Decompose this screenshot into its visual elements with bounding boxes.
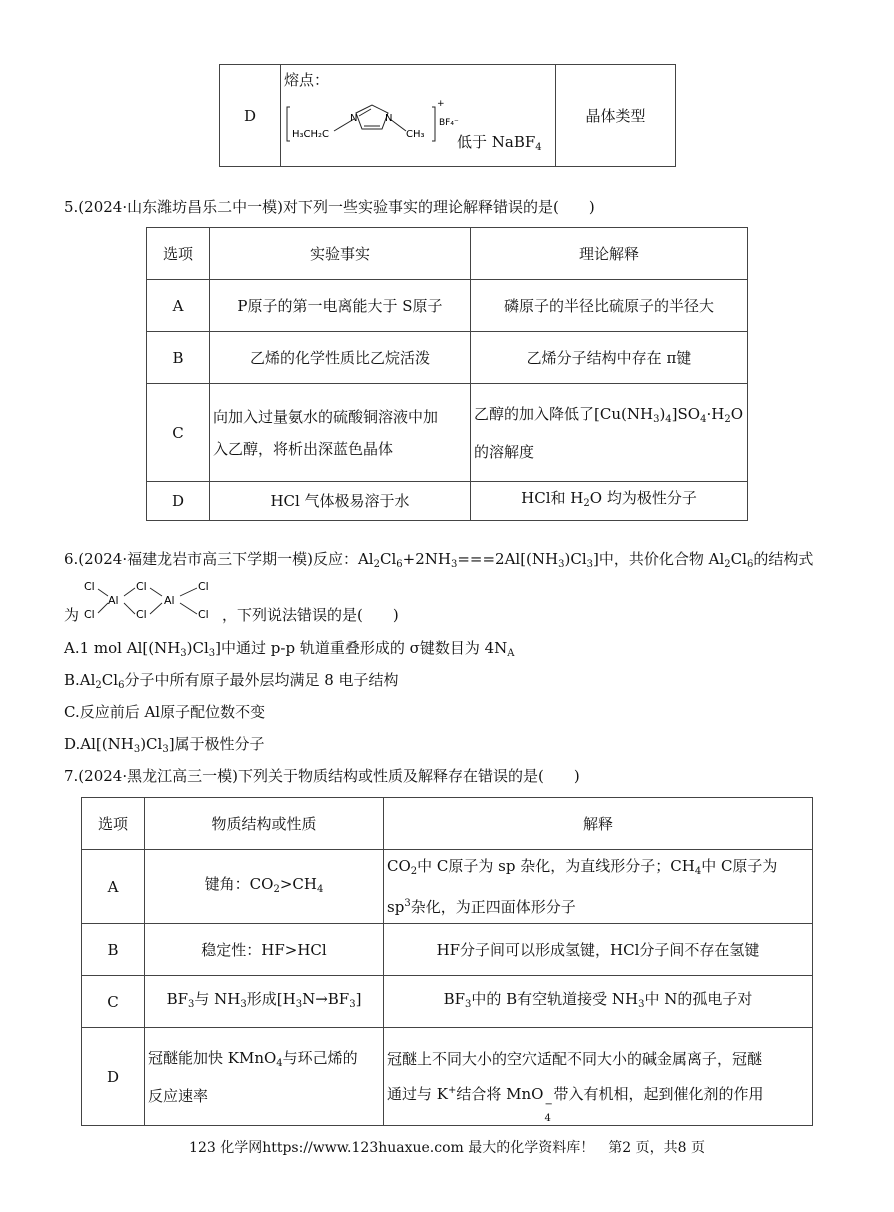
q5-row-a-option: A: [147, 280, 210, 332]
q5-row-a-reason: 磷原子的半径比硫原子的半径大: [471, 280, 748, 332]
q5-row-c-fact: 向加入过量氨水的硫酸铜溶液中加 入乙醇，将析出深蓝色晶体: [210, 384, 471, 482]
q6-option-d: $D.Al[(NH_3)Cl_3]$属于极性分子: [64, 735, 265, 755]
cl-label-1: Cl: [84, 580, 95, 593]
q6-line2-prefix: 为: [64, 606, 80, 624]
q6-option-c: C.反应前后 Al原子配位数不变: [64, 703, 266, 721]
q7-header-explanation: 解释: [384, 798, 813, 850]
nitrogen-2-label: N: [385, 113, 393, 124]
q5-stem: 5.(2024·山东潍坊昌乐二中一模)对下列一些实验事实的理论解释错误的是( ): [64, 198, 595, 216]
cl-label-5: Cl: [198, 580, 209, 593]
cl-label-3: Cl: [136, 580, 147, 593]
q5-row-b-reason: 乙烯分子结构中存在 π键: [471, 332, 748, 384]
table-row: [147, 332, 748, 384]
q6-option-a: A.1 mol $Al[(NH_3)Cl_3]$中通过 p-p 轨道重叠形成的 σ键数目为 $4N_A$: [64, 639, 515, 659]
table-row: [147, 384, 748, 482]
table-row: [82, 1028, 813, 1126]
al-label-1: Al: [108, 594, 119, 607]
table-row: [82, 850, 813, 924]
q5-row-d-reason: HCl和 $H_2O$ 均为极性分子: [471, 482, 748, 521]
q4-content-cell: [281, 65, 556, 167]
q7-row-d-explanation: 冠醚上不同大小的空穴适配不同大小的碱金属离子，冠醚 通过与 K+结合将 MnO − 4 带入有机相，起到催化剂的作用: [384, 1028, 813, 1126]
q4-option-d: D: [220, 65, 281, 167]
q5-row-c-reason: 乙醇的加入降低了$[Cu(NH_3)_4]SO_4\cdot H_2O$ 的溶解度: [471, 384, 748, 482]
q6-stem: 6.(2024·福建龙岩市高三下学期一模)反应：$Al_2Cl_6+2NH_3===2Al[(NH_3)Cl_3]$中，共价化合物 $Al_2Cl_6$的结构式: [64, 550, 814, 570]
table-row: [82, 924, 813, 976]
cl-label-4: Cl: [136, 608, 147, 621]
q7-header-property: 物质结构或性质: [145, 798, 384, 850]
q7-row-b-property: 稳定性：HF>HCl: [145, 924, 384, 976]
q5-row-c-option: C: [147, 384, 210, 482]
q5-row-a-fact: P原子的第一电离能大于 S原子: [210, 280, 471, 332]
q7-row-d-option: D: [82, 1028, 145, 1126]
q5-row-d-fact: HCl 气体极易溶于水: [210, 482, 471, 521]
q7-stem: 7.(2024·黑龙江高三一模)下列关于物质结构或性质及解释存在错误的是( ): [64, 767, 580, 785]
q7-row-c-explanation: $BF_3$中的 B有空轨道接受 $NH_3$中 N的孤电子对: [384, 976, 813, 1028]
q4-table: [219, 64, 676, 167]
q5-header-option: 选项: [147, 228, 210, 280]
al-label-2: Al: [164, 594, 175, 607]
q7-row-c-property: $BF_3$与 $NH_3$形成$[H_3N\to BF_3]$: [145, 976, 384, 1028]
ethyl-label: H₃CH₂C: [292, 129, 330, 140]
table-row: [147, 280, 748, 332]
q4-content-suffix: 低于 NaBF$_4$: [457, 133, 542, 153]
q5-row-d-option: D: [147, 482, 210, 521]
page-footer: 123 化学网https://www.123huaxue.com 最大的化学资料库！ 第2 页，共8 页: [189, 1140, 705, 1156]
q5-row-b-option: B: [147, 332, 210, 384]
cation-charge: +: [437, 99, 445, 109]
q7-row-d-property: 冠醚能加快 KMnO$_4$与环己烯的 反应速率: [145, 1028, 384, 1126]
table-row: [82, 976, 813, 1028]
table-row: [147, 482, 748, 521]
q7-table: [81, 797, 813, 1126]
q6-option-b: $B.Al_2Cl_6$分子中所有原子最外层均满足 8 电子结构: [64, 671, 399, 691]
q7-row-a-explanation: $CO_2$中 C原子为 sp 杂化，为直线形分子；$CH_4$中 C原子为 $sp^3$杂化，为正四面体形分子: [384, 850, 813, 924]
cl-label-6: Cl: [198, 608, 209, 621]
q5-row-b-fact: 乙烯的化学性质比乙烷活泼: [210, 332, 471, 384]
q7-header-option: 选项: [82, 798, 145, 850]
q5-table: [146, 227, 748, 521]
q7-row-b-option: B: [82, 924, 145, 976]
q5-header-reason: 理论解释: [471, 228, 748, 280]
anion-label: BF₄⁻: [439, 118, 459, 128]
q5-header-fact: 实验事实: [210, 228, 471, 280]
q7-row-b-explanation: HF分子间可以形成氢键，HCl分子间不存在氢键: [384, 924, 813, 976]
al2cl6-structure: [80, 576, 220, 624]
q7-row-a-option: A: [82, 850, 145, 924]
cl-label-2: Cl: [84, 608, 95, 621]
q4-content-prefix: 熔点：: [284, 71, 330, 89]
nitrogen-1-label: N: [350, 113, 358, 124]
q7-row-a-property: 键角：$CO_2>CH_4$: [145, 850, 384, 924]
methyl-label: CH₃: [406, 129, 425, 140]
q6-line2-suffix: ，下列说法错误的是( ): [222, 606, 399, 624]
imidazolium-structure: [284, 95, 459, 147]
q4-explanation: 晶体类型: [556, 65, 676, 167]
q7-row-c-option: C: [82, 976, 145, 1028]
